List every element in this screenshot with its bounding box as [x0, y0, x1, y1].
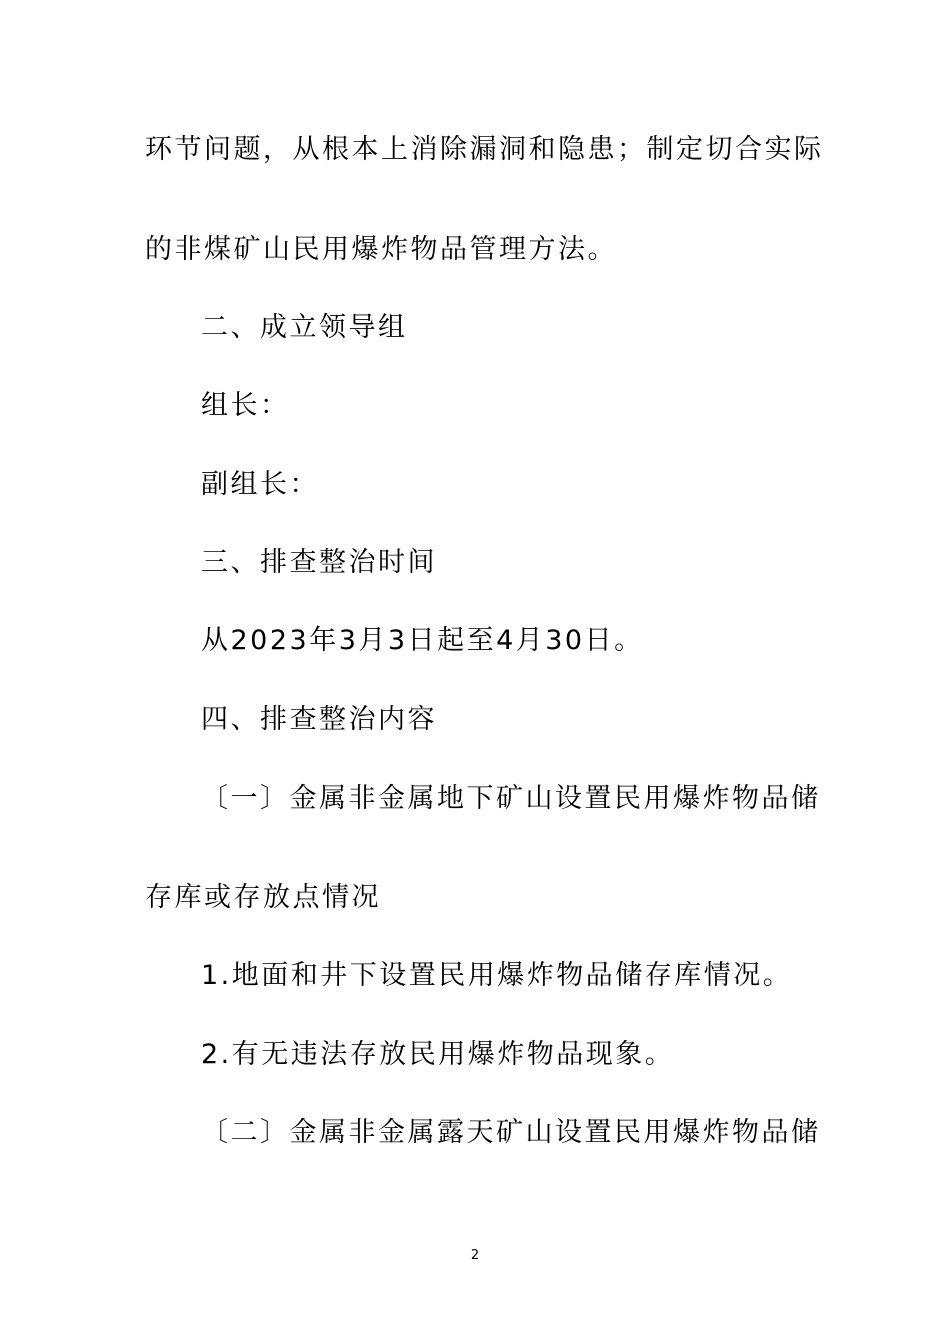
group-leader-label: 组长： [201, 390, 290, 421]
section-heading-inspection-time: 三、排查整治时间 [201, 547, 437, 578]
subsection-heading-continuation: 存库或存放点情况 [145, 882, 381, 913]
list-item-1: 1.地面和井下设置民用爆炸物品储存库情况。 [201, 960, 793, 991]
paragraph-continuation-line: 环节问题，从根本上消除漏洞和隐患；制定切合实际 [145, 134, 824, 165]
page-number: 2 [470, 1248, 480, 1263]
section-heading-leadership-group: 二、成立领导组 [201, 312, 408, 343]
subsection-heading-open-pit-mines: 〔二〕金属非金属露天矿山设置民用爆炸物品储 [201, 1117, 821, 1148]
inspection-date-range: 从2023年3月3日起至4月30日。 [201, 625, 644, 656]
section-heading-inspection-content: 四、排查整治内容 [201, 704, 437, 735]
list-item-2: 2.有无违法存放民用爆炸物品现象。 [201, 1039, 675, 1070]
paragraph-continuation-line: 的非煤矿山民用爆炸物品管理方法。 [145, 234, 617, 265]
subsection-heading-underground-mines: 〔一〕金属非金属地下矿山设置民用爆炸物品储 [201, 783, 821, 814]
deputy-group-leader-label: 副组长： [201, 469, 319, 500]
